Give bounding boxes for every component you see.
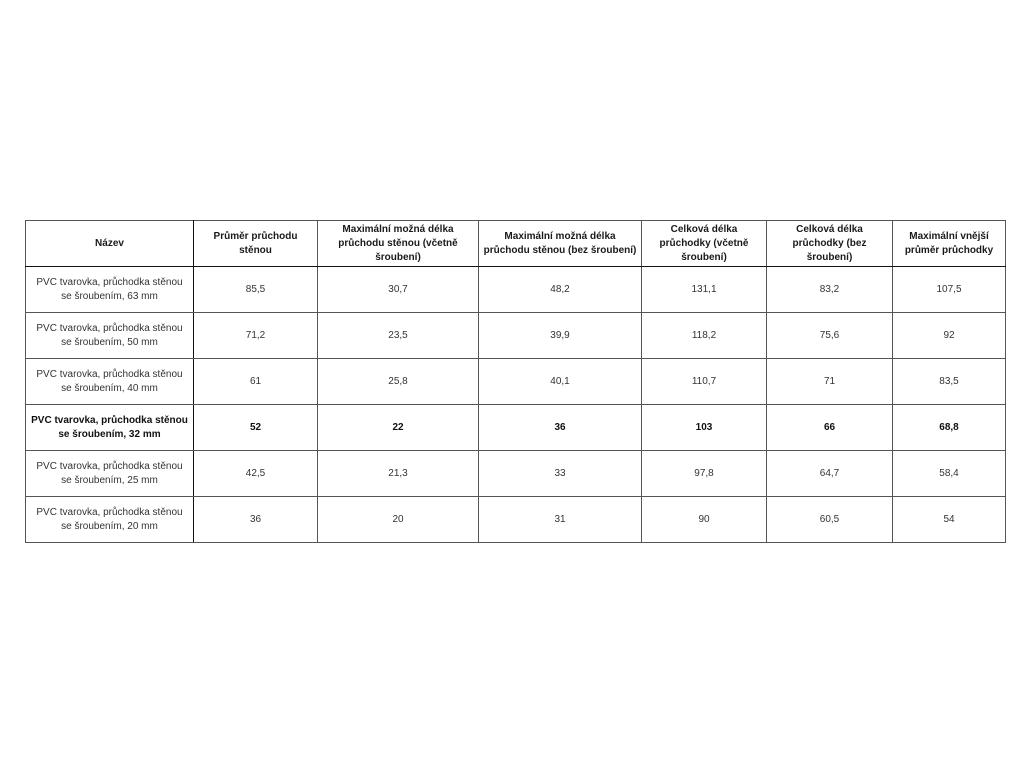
cell-value: 21,3 — [318, 451, 479, 497]
cell-value: 58,4 — [893, 451, 1006, 497]
header-diameter: Průměr průchodu stěnou — [194, 221, 318, 267]
table-row — [26, 267, 1006, 313]
cell-value: 71,2 — [194, 313, 318, 359]
cell-value: 61 — [194, 359, 318, 405]
cell-value: 52 — [194, 405, 318, 451]
table-row — [26, 313, 1006, 359]
cell-name: PVC tvarovka, průchodka stěnou se šroubením, 63 mm — [26, 267, 194, 313]
cell-name: PVC tvarovka, průchodka stěnou se šroubením, 40 mm — [26, 359, 194, 405]
cell-value: 83,5 — [893, 359, 1006, 405]
cell-value: 36 — [194, 497, 318, 543]
cell-value: 85,5 — [194, 267, 318, 313]
cell-value: 20 — [318, 497, 479, 543]
cell-value: 30,7 — [318, 267, 479, 313]
cell-value: 33 — [479, 451, 642, 497]
cell-value: 83,2 — [767, 267, 893, 313]
table-row — [26, 451, 1006, 497]
cell-name: PVC tvarovka, průchodka stěnou se šroubením, 25 mm — [26, 451, 194, 497]
cell-value: 31 — [479, 497, 642, 543]
table-row — [26, 497, 1006, 543]
table-row — [26, 359, 1006, 405]
header-total-length-with-fitting: Celková délka průchodky (včetně šroubení) — [642, 221, 767, 267]
cell-value: 23,5 — [318, 313, 479, 359]
cell-value: 107,5 — [893, 267, 1006, 313]
cell-value: 131,1 — [642, 267, 767, 313]
cell-value: 22 — [318, 405, 479, 451]
cell-value: 64,7 — [767, 451, 893, 497]
cell-name: PVC tvarovka, průchodka stěnou se šroubením, 20 mm — [26, 497, 194, 543]
spec-table — [25, 220, 1006, 543]
cell-value: 75,6 — [767, 313, 893, 359]
table-header-row — [26, 221, 1006, 267]
cell-value: 48,2 — [479, 267, 642, 313]
cell-value: 25,8 — [318, 359, 479, 405]
header-max-length-without-fitting: Maximální možná délka průchodu stěnou (bez šroubení) — [479, 221, 642, 267]
cell-value: 71 — [767, 359, 893, 405]
cell-value: 103 — [642, 405, 767, 451]
cell-value: 42,5 — [194, 451, 318, 497]
cell-value: 39,9 — [479, 313, 642, 359]
cell-value: 90 — [642, 497, 767, 543]
header-max-outer-diameter: Maximální vnější průměr průchodky — [893, 221, 1006, 267]
cell-value: 66 — [767, 405, 893, 451]
table-row-highlighted — [26, 405, 1006, 451]
header-name: Název — [26, 221, 194, 267]
cell-name: PVC tvarovka, průchodka stěnou se šroubením, 32 mm — [26, 405, 194, 451]
header-total-length-without-fitting: Celková délka průchodky (bez šroubení) — [767, 221, 893, 267]
cell-name: PVC tvarovka, průchodka stěnou se šroubením, 50 mm — [26, 313, 194, 359]
header-max-length-with-fitting: Maximální možná délka průchodu stěnou (včetně šroubení) — [318, 221, 479, 267]
cell-value: 40,1 — [479, 359, 642, 405]
cell-value: 36 — [479, 405, 642, 451]
cell-value: 97,8 — [642, 451, 767, 497]
cell-value: 68,8 — [893, 405, 1006, 451]
cell-value: 54 — [893, 497, 1006, 543]
cell-value: 60,5 — [767, 497, 893, 543]
cell-value: 118,2 — [642, 313, 767, 359]
cell-value: 92 — [893, 313, 1006, 359]
cell-value: 110,7 — [642, 359, 767, 405]
